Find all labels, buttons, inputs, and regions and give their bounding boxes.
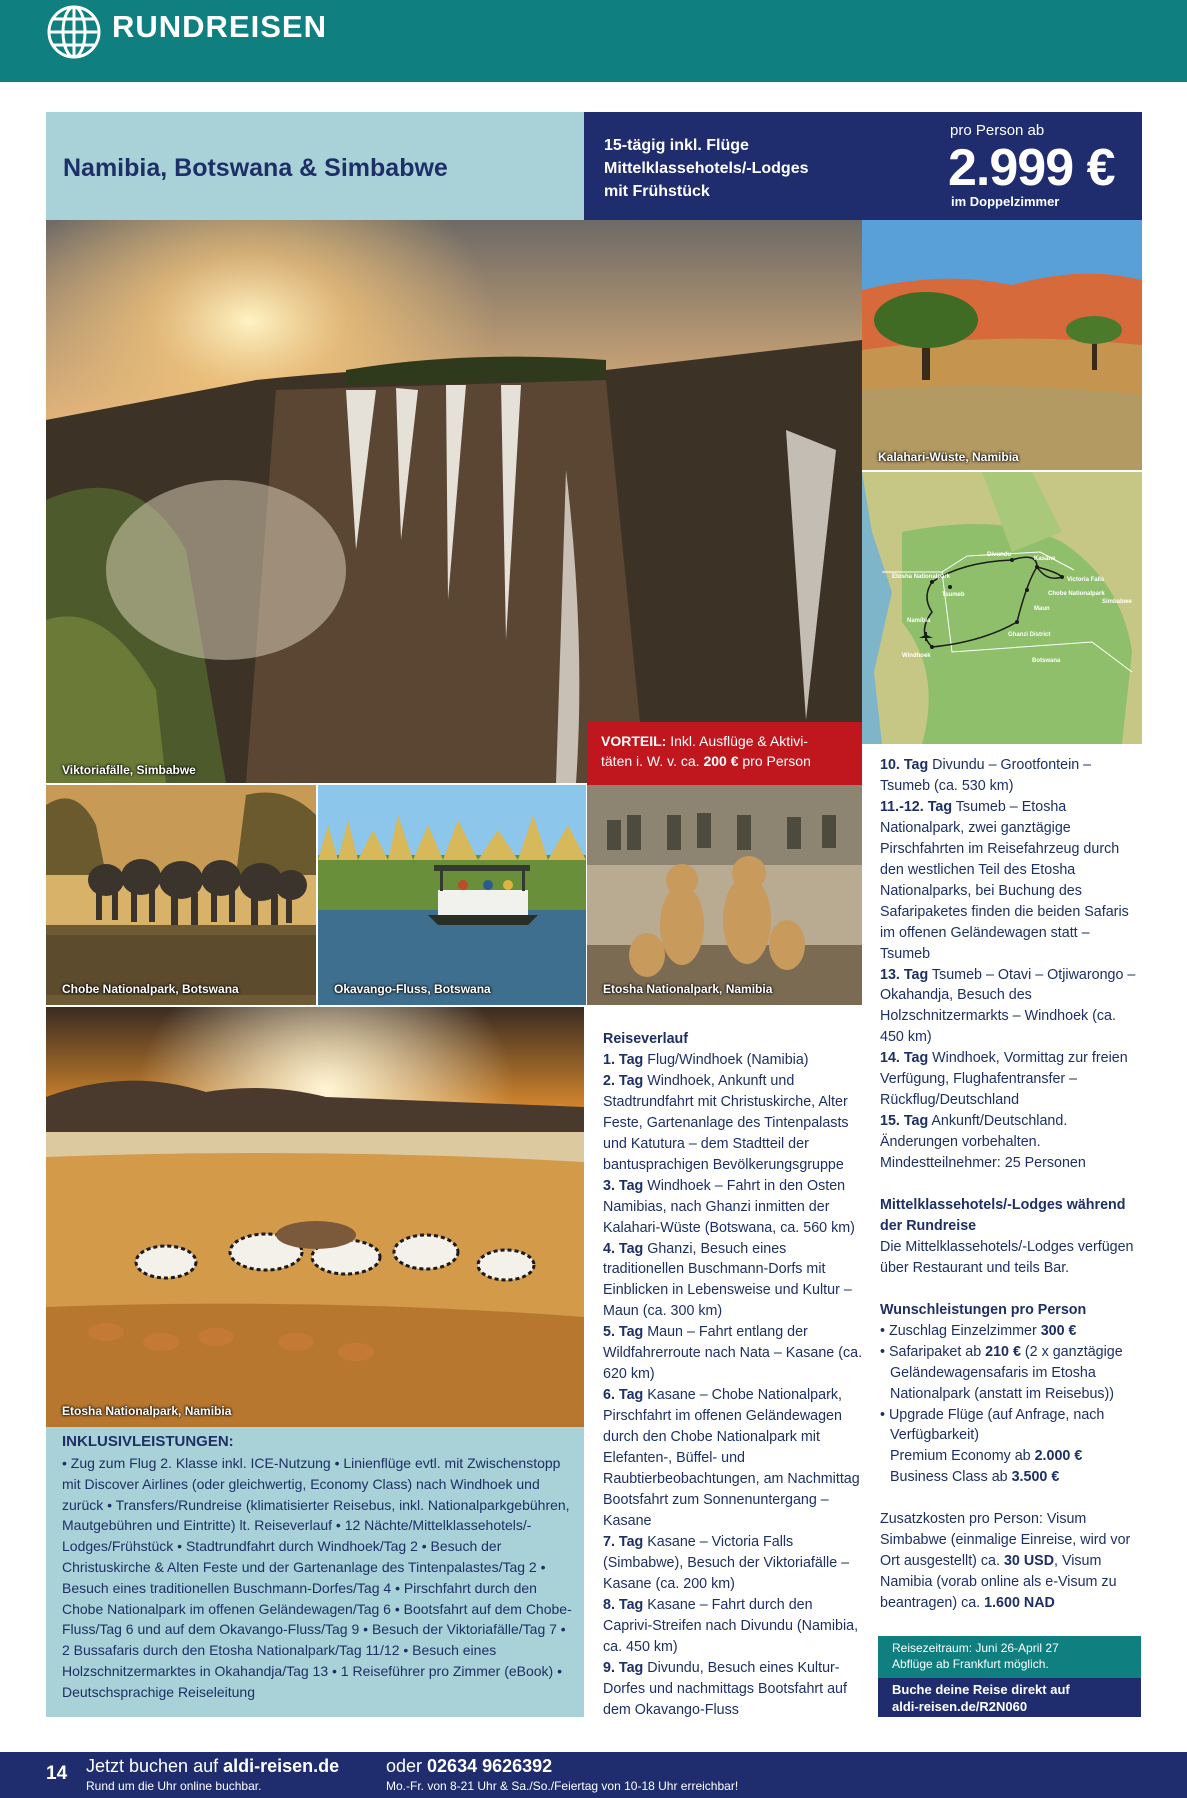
- footer-booking: Jetzt buchen auf aldi-reisen.de: [86, 1756, 340, 1776]
- photo-kalahari: [862, 220, 1142, 470]
- itinerary-day: 15. Tag Ankunft/Deutschland.: [880, 1113, 1068, 1130]
- map-label-maun: Maun: [1034, 606, 1050, 612]
- photo-etosha-lions: [587, 785, 862, 1005]
- extras-single-room: • Zuschlag Einzelzimmer 300 €: [880, 1322, 1077, 1339]
- map-label-chobe: Chobe Nationalpark: [1048, 591, 1105, 597]
- itinerary-column-1: [603, 1029, 863, 1720]
- inclusive-text: • Zug zum Flug 2. Klasse inkl. ICE-Nutzung • Linienflüge evtl. mit Zwischenstopp mit Discover Airlines (oder gleichwertig, Economy Class) nach Windhoek und zurück • Transfers/Rundreise (klimatisierter Reisebus, inkl. Nationalparkgebühren, Mautgebühren und Eintritte) lt. Reiseverlauf • 12 Nächte/Mittelklassehotels/-Lodges/Frühstück • Stadtrundfahrt durch Windhoek/Tag 2 • Besuch der Christuskirche & Alten Feste und der Gartenanlage des Tintenpalastes/Tag 2 • Besuch eines traditionellen Buschmann-Dorfes/Tag 4 • Pirschfahrt durch den Chobe Nationalpark im offenen Geländewagen/Tag 6 • Bootsfahrt auf dem Chobe-Fluss/Tag 6 und auf dem Okavango-Fluss/Tag 9 • Besuch der Viktoriafälle/Tag 7 • 2 Bussafaris durch den Etosha Nationalpark/Tag 11/12 • Besuch eines Holzschnitzermarktes in Okahandja/Tag 13 • 1 Reiseführer pro Zimmer (eBook) • Deutschsprachige Reiseleitung: [62, 1455, 572, 1700]
- itinerary-note: Mindestteilnehmer: 25 Personen: [880, 1155, 1086, 1172]
- caption-okavango: Okavango-Fluss, Botswana: [334, 982, 491, 996]
- travel-period-box: [878, 1636, 1141, 1717]
- map-label-etosha: Etosha Nationalpark: [892, 574, 951, 580]
- travel-period: [878, 1636, 1141, 1678]
- itinerary-day: 6. Tag Kasane – Chobe Nationalpark, Pirschfahrt im offenen Geländewagen durch den Chobe Nationalpark mit Elefanten-, Büffel- und Raubtierbeobachtungen, am Nachmittag Bootsfahrt zum Sonnenuntergang – Kasane: [603, 1387, 860, 1529]
- itinerary-day: 9. Tag Divundu, Besuch eines Kultur-Dorfes und nachmittags Bootsfahrt auf dem Okavango-Fluss: [603, 1659, 847, 1718]
- section-label: RUNDREISEN: [112, 9, 327, 44]
- map-label-ghanzi: Ghanzi District: [1008, 632, 1051, 638]
- extras-upgrade: • Upgrade Flüge (auf Anfrage, nach Verfügbarkeit): [880, 1406, 1105, 1444]
- title-box: [46, 112, 584, 220]
- section-header: [0, 0, 1187, 82]
- advantage-text-1: Inkl. Ausflüge & Aktivi-: [666, 733, 808, 749]
- map-label-divundu: Divundu: [987, 552, 1011, 558]
- map-label-namibia: Namibia: [907, 618, 931, 624]
- price: 2.999 €: [948, 139, 1115, 197]
- itinerary-column-2: [880, 755, 1142, 1614]
- photo-okavango: [318, 785, 586, 1005]
- itinerary-heading: Reiseverlauf: [603, 1031, 689, 1047]
- map-label-windhoek: Windhoek: [902, 653, 931, 659]
- caption-victoria: Viktoriafälle, Simbabwe: [62, 763, 196, 777]
- offer-box: [584, 112, 1142, 220]
- map-label-kasane: Kasane: [1034, 556, 1056, 562]
- hotels-heading: Mittelklassehotels/-Lodges während der Rundreise: [880, 1197, 1126, 1234]
- caption-chobe: Chobe Nationalpark, Botswana: [62, 982, 239, 996]
- itinerary-day: 5. Tag Maun – Fahrt entlang der Wildfahrerroute nach Nata – Kasane (ca. 620 km): [603, 1324, 863, 1383]
- extras-business: Business Class ab 3.500 €: [890, 1469, 1060, 1486]
- itinerary-day: 8. Tag Kasane – Fahrt durch den Caprivi-Streifen nach Divundu (Namibia, ca. 450 km): [603, 1596, 859, 1655]
- footer-phone-number[interactable]: 02634 9626392: [427, 1756, 553, 1776]
- offer-lines: [604, 134, 809, 203]
- caption-etosha-lions: Etosha Nationalpark, Namibia: [603, 982, 773, 996]
- itinerary-day: 7. Tag Kasane – Victoria Falls (Simbabwe), Besuch der Viktoriafälle – Kasane (ca. 200 km): [603, 1533, 850, 1592]
- hotels-text: Die Mittelklassehotels/-Lodges verfügen über Restaurant und teils Bar.: [880, 1238, 1134, 1276]
- additional-costs: Zusatzkosten pro Person: Visum Simbabwe (einmalige Einreise, wird vor Ort ausgestellt) ca. 30 USD, Visum Namibia (vorab online als e-Visum zu beantragen) ca. 1.600 NAD: [880, 1511, 1131, 1612]
- price-prefix: pro Person ab: [950, 122, 1045, 139]
- caption-etosha-zebras: Etosha Nationalpark, Namibia: [62, 1404, 232, 1418]
- itinerary-note: Änderungen vorbehalten.: [880, 1134, 1041, 1151]
- offer-line-2: Mittelklassehotels/-Lodges: [604, 160, 809, 177]
- booking-url[interactable]: aldi-reisen.de/R2N060: [892, 1699, 1028, 1714]
- inclusive-heading: INKLUSIVLEISTUNGEN:: [62, 1433, 234, 1450]
- footer: [0, 1752, 1187, 1798]
- advantage-amount: 200 €: [703, 753, 739, 769]
- itinerary-day: 11.-12. Tag Tsumeb – Etosha Nationalpark, zwei ganztägige Pirschfahrten im Reisefahrzeug durch den westlichen Teil des Etosha Nationalparks, bei Buchung des Safaripaketes finden die beiden Safaris im offenen Geländewagen statt – Tsumeb: [880, 798, 1129, 962]
- footer-booking-link[interactable]: aldi-reisen.de: [223, 1756, 340, 1776]
- globe-icon: [46, 4, 102, 60]
- itinerary-day: 3. Tag Windhoek – Fahrt in den Osten Namibias, nach Ghanzi inmitten der Kalahari-Wüste (Botswana, ca. 560 km): [603, 1177, 855, 1236]
- page-number: 14: [46, 1763, 68, 1784]
- map-label-tsumeb: Tsumeb: [942, 592, 965, 598]
- price-suffix: im Doppelzimmer: [951, 194, 1060, 209]
- extras-premium: Premium Economy ab 2.000 €: [890, 1448, 1083, 1465]
- map-label-simbabwe: Simbabwe: [1102, 599, 1132, 605]
- booking-link-box[interactable]: [878, 1678, 1141, 1717]
- itinerary-day: 1. Tag Flug/Windhoek (Namibia): [603, 1051, 809, 1068]
- footer-phone: oder 02634 9626392: [386, 1756, 553, 1776]
- footer-phone-sub: Mo.-Fr. von 8-21 Uhr & Sa./So./Feiertag von 10-18 Uhr erreichbar!: [386, 1779, 739, 1793]
- map-label-botswana: Botswana: [1032, 658, 1061, 664]
- caption-kalahari: Kalahari-Wüste, Namibia: [878, 450, 1019, 464]
- footer-booking-sub: Rund um die Uhr online buchbar.: [86, 1779, 262, 1793]
- offer-line-1: 15-tägig inkl. Flüge: [604, 137, 749, 154]
- itinerary-day: 10. Tag Divundu – Grootfontein – Tsumeb (ca. 530 km): [880, 757, 1092, 794]
- booking-text: Buche deine Reise direkt auf: [892, 1682, 1070, 1697]
- advantage-label: VORTEIL:: [601, 733, 667, 749]
- inclusive-services-box: [46, 1427, 584, 1717]
- page-title: Namibia, Botswana & Simbabwe: [63, 154, 448, 182]
- offer-line-3: mit Frühstück: [604, 183, 710, 200]
- advantage-text-2: täten i. W. v. ca.: [601, 753, 704, 769]
- photo-chobe: [46, 785, 316, 1005]
- route-map: [862, 472, 1142, 744]
- extras-heading: Wunschleistungen pro Person: [880, 1301, 1087, 1318]
- itinerary-day: 4. Tag Ghanzi, Besuch eines traditionellen Buschmann-Dorfs mit Einblicken in Lebensweise und Kultur – Maun (ca. 300 km): [603, 1240, 852, 1320]
- itinerary-day: 2. Tag Windhoek, Ankunft und Stadtrundfahrt mit Christuskirche, Alter Feste, Gartenanlage des Tintenpalasts und Katutura – dem Stadtteil der bantusprachigen Bevölkerungsgruppe: [603, 1072, 849, 1173]
- itinerary-day: 13. Tag Tsumeb – Otavi – Otjiwarongo – Okahandja, Besuch des Holzschnitzermarkts – Windhoek (ca. 450 km): [880, 966, 1136, 1046]
- advantage-box: [587, 722, 862, 785]
- photo-victoria-falls: [46, 220, 862, 783]
- photo-etosha-zebras: [46, 1007, 584, 1427]
- travel-period-dates: Reisezeitraum: Juni 26-April 27: [892, 1641, 1059, 1655]
- extras-safari: • Safaripaket ab 210 € (2 x ganztägige Geländewagensafaris im Etosha Nationalpark (anstatt im Reisebus)): [880, 1343, 1123, 1402]
- travel-period-departure: Abflüge ab Frankfurt möglich.: [892, 1657, 1049, 1671]
- map-label-victoria-falls: Victoria Falls: [1067, 577, 1105, 583]
- itinerary-day: 14. Tag Windhoek, Vormittag zur freien Verfügung, Flughafentransfer – Rückflug/Deutschland: [880, 1050, 1128, 1109]
- advantage-text-3: pro Person: [738, 753, 811, 769]
